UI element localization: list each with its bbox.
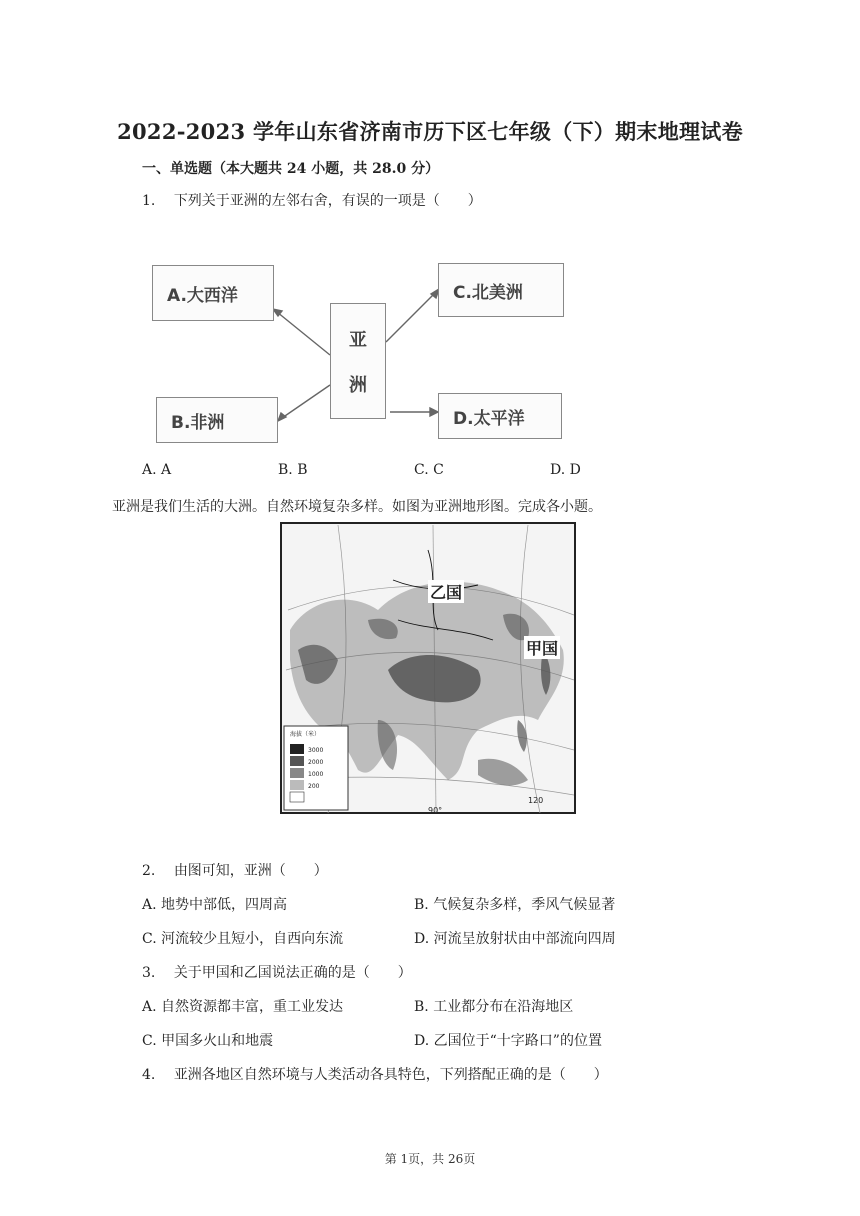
box-north-america: C.北美洲	[438, 263, 564, 317]
question-number: 1.	[142, 193, 156, 209]
question-1	[142, 190, 482, 210]
map-graphic	[278, 520, 580, 818]
box-pacific: D.太平洋	[438, 393, 562, 439]
q3-option-a: A. 自然资源都丰富，重工业发达	[142, 999, 344, 1015]
box-atlantic: A.大西洋	[152, 265, 274, 321]
legend-value: 3000	[308, 747, 324, 754]
label-country-jia: 甲国	[524, 636, 560, 659]
q3-option-d: D. 乙国位于“十字路口”的位置	[414, 1033, 602, 1049]
longitude-90: 90°	[428, 806, 443, 815]
question-number: 2.	[142, 863, 156, 879]
q1-option-a: A. A	[142, 462, 172, 478]
q2-option-c: C. 河流较少且短小，自西向东流	[142, 931, 344, 947]
asia-terrain-map	[278, 520, 580, 818]
page-footer: 第 1页，共 26页	[384, 1152, 476, 1166]
legend-value: 200	[308, 783, 320, 790]
box-africa: B.非洲	[156, 397, 278, 443]
question-number: 4.	[142, 1067, 156, 1083]
longitude-120: 120	[528, 796, 544, 805]
asia-char-1: 亚	[349, 329, 367, 351]
q1-option-d: D. D	[550, 462, 581, 478]
label-country-yi: 乙国	[428, 580, 464, 603]
q1-option-c: C. C	[414, 462, 444, 478]
material-intro: 亚洲是我们生活的大洲。自然环境复杂多样。如图为亚洲地形图。完成各小题。	[112, 499, 602, 515]
q1-diagram	[140, 255, 580, 450]
legend-values	[308, 745, 323, 793]
legend-value: 2000	[308, 759, 324, 766]
question-3	[142, 962, 412, 982]
q2-option-b: B. 气候复杂多样，季风气候显著	[414, 897, 616, 913]
q2-option-d: D. 河流呈放射状由中部流向四周	[414, 931, 616, 947]
question-number: 3.	[142, 965, 156, 981]
legend-title: 海拔（米）	[290, 731, 321, 738]
page-title: 2022-2023 学年山东省济南市历下区七年级（下）期末地理试卷	[117, 119, 743, 144]
q3-option-c: C. 甲国多火山和地震	[142, 1033, 274, 1049]
q1-option-b: B. B	[278, 462, 308, 478]
section-heading: 一、单选题（本大题共 24 小题，共 28.0 分）	[142, 161, 440, 177]
question-2	[142, 860, 328, 880]
question-text: 由图可知，亚洲（ ）	[173, 863, 328, 879]
q2-option-a: A. 地势中部低，四周高	[142, 897, 288, 913]
question-4	[142, 1064, 608, 1084]
question-text: 下列关于亚洲的左邻右舍，有误的一项是（ ）	[173, 193, 482, 209]
question-text: 关于甲国和乙国说法正确的是（ ）	[173, 965, 412, 981]
question-text: 亚洲各地区自然环境与人类活动各具特色，下列搭配正确的是（ ）	[173, 1067, 608, 1083]
legend-value: 1000	[308, 771, 324, 778]
box-asia	[330, 303, 386, 419]
q3-option-b: B. 工业都分布在沿海地区	[414, 999, 574, 1015]
asia-char-2: 洲	[349, 374, 367, 396]
